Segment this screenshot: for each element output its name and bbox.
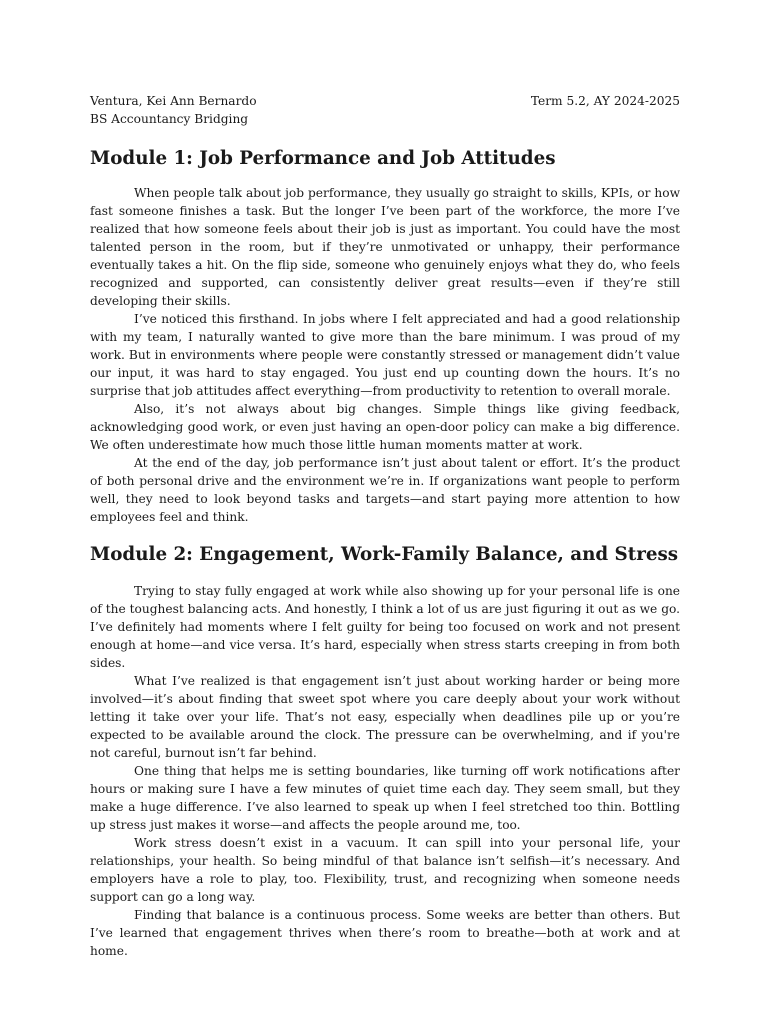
header-row <box>90 92 680 110</box>
module1-title: Module 1: Job Performance and Job Attitudes <box>90 148 556 169</box>
student-name: Ventura, Kei Ann Bernardo <box>90 94 257 108</box>
module2-paragraph: Finding that balance is a continuous process. Some weeks are better than others. But I’ve learned that engagement thrives when there’s room to breathe—both at work and at home. <box>90 908 680 958</box>
program-name: BS Accountancy Bridging <box>90 112 249 126</box>
term-info: Term 5.2, AY 2024-2025 <box>530 94 680 108</box>
module1-body <box>90 184 680 526</box>
module1-paragraph: I’ve noticed this firsthand. In jobs where I felt appreciated and had a good relationship with my team, I naturally wanted to give more than the bare minimum. I was proud of my work. But in environments where people were constantly stressed or management didn’t value our input, it was hard to stay engaged. You just end up counting down the hours. It’s no surprise that job attitudes affect everything—from productivity to retention to overall morale. <box>90 312 680 398</box>
module1-paragraph: When people talk about job performance, they usually go straight to skills, KPIs, or how fast someone finishes a task. But the longer I’ve been part of the workforce, the more I’ve realized that how someone feels about their job is just as important. You could have the most talented person in the room, but if they’re unmotivated or unhappy, their performance eventually takes a hit. On the flip side, someone who genuinely enjoys what they do, who feels recognized and supported, can consistently deliver great results—even if they’re still developing their skills. <box>90 186 680 308</box>
module1-paragraph: Also, it’s not always about big changes. Simple things like giving feedback, acknowledging good work, or even just having an open-door policy can make a big difference. We often underestimate how much those little human moments matter at work. <box>90 402 680 452</box>
module2-paragraph: Work stress doesn’t exist in a vacuum. It can spill into your personal life, your relationships, your health. So being mindful of that balance isn’t selfish—it’s necessary. And employers have a role to play, too. Flexibility, trust, and recognizing when someone needs support can go a long way. <box>90 836 680 904</box>
module1-paragraph: At the end of the day, job performance isn’t just about talent or effort. It’s the product of both personal drive and the environment we’re in. If organizations want people to perform well, they need to look beyond tasks and targets—and start paying more attention to how employees feel and think. <box>90 456 680 524</box>
module2-paragraph: Trying to stay fully engaged at work while also showing up for your personal life is one of the toughest balancing acts. And honestly, I think a lot of us are just figuring it out as we go. I’ve definitely had moments where I felt guilty for being too focused on work and not present enough at home—and vice versa. It’s hard, especially when stress starts creeping in from both sides. <box>90 584 680 670</box>
module2-body <box>90 582 680 960</box>
module2-paragraph: One thing that helps me is setting boundaries, like turning off work notifications after hours or making sure I have a few minutes of quiet time each day. They seem small, but they make a huge difference. I’ve also learned to speak up when I feel stretched too thin. Bottling up stress just makes it worse—and affects the people around me, too. <box>90 764 680 832</box>
module2-paragraph: What I’ve realized is that engagement isn’t just about working harder or being more involved—it’s about finding that sweet spot where you care deeply about your work without letting it take over your life. That’s not easy, especially when deadlines pile up or you’re expected to be available around the clock. The pressure can be overwhelming, and if you're not careful, burnout isn’t far behind. <box>90 674 680 760</box>
module2-title: Module 2: Engagement, Work-Family Balance, and Stress <box>90 544 679 565</box>
